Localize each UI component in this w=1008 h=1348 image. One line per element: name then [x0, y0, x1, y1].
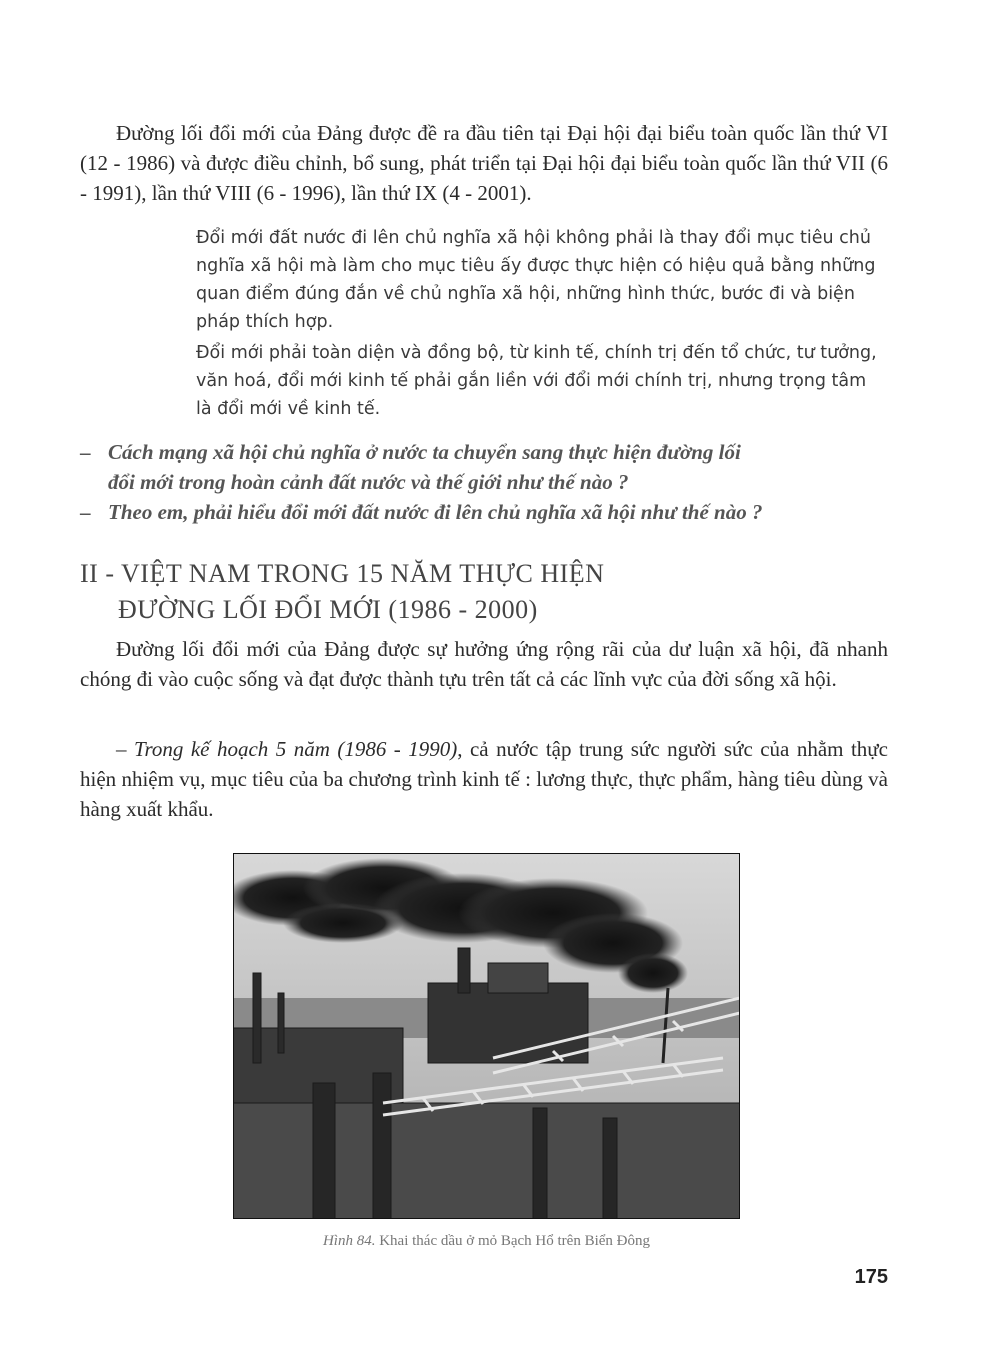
- intro-paragraph: Đường lối đổi mới của Đảng được đề ra đầu tiên tại Đại hội đại biểu toàn quốc lần thứ VI (12 - 1986) và được điều chỉnh, bổ sung, phát triển tại Đại hội đại biểu toàn quốc lần thứ VII (6 - 1991), lần thứ VIII (6 - 1996), lần thứ IX (4 - 2001).: [80, 121, 888, 205]
- quote-paragraph-2: Đổi mới phải toàn diện và đồng bộ, từ kinh tế, chính trị đến tổ chức, tư tưởng, văn hoá, đổi mới kinh tế phải gắn liền với đổi mới chính trị, nhưng trọng tâm là đổi mới về kinh tế.: [196, 343, 877, 419]
- oil-platform-illustration: [233, 853, 740, 1219]
- paragraph-3-italic: – Trong kế hoạch 5 năm (1986 - 1990): [116, 737, 458, 761]
- quote-block: [196, 224, 886, 426]
- figure-caption-text: Khai thác dầu ở mỏ Bạch Hổ trên Biển Đông: [375, 1233, 651, 1249]
- paragraph-2: Đường lối đổi mới của Đảng được sự hưởng ứng rộng rãi của dư luận xã hội, đã nhanh chóng đi vào cuộc sống và đạt được thành tựu trên tất cả các lĩnh vực của đời sống xã hội.: [80, 637, 888, 691]
- question-1-line-2: đổi mới trong hoàn cảnh đất nước và thế giới như thế nào ?: [108, 470, 629, 494]
- section-heading-line-1: II - VIỆT NAM TRONG 15 NĂM THỰC HIỆN: [80, 559, 605, 588]
- page-number: 175: [854, 1266, 888, 1288]
- question-1-line-1: Cách mạng xã hội chủ nghĩa ở nước ta chuyển sang thực hiện đường lối: [108, 440, 741, 464]
- section-heading: [80, 556, 900, 628]
- question-2-text: Theo em, phải hiểu đổi mới đất nước đi lên chủ nghĩa xã hội như thế nào ?: [108, 500, 763, 524]
- question-2: [80, 497, 890, 527]
- oil-platform-photo: [233, 853, 740, 1219]
- paragraph-3: [80, 734, 888, 824]
- quote-paragraph-1: Đổi mới đất nước đi lên chủ nghĩa xã hội không phải là thay đổi mục tiêu chủ nghĩa xã hội mà làm cho mục tiêu ấy được thực hiện có hiệu quả bằng những quan điểm đúng đắn về chủ nghĩa xã hội, những hình thức, bước đi và biện pháp thích hợp.: [196, 228, 876, 332]
- question-1: [80, 437, 890, 497]
- paragraph-3-text: , cả nước tập trung sức người sức của nhằm thực hiện nhiệm vụ, mục tiêu của ba chương trình kinh tế : lương thực, thực phẩm, hàng tiêu dùng và hàng xuất khẩu.: [80, 737, 888, 821]
- figure-label: Hình 84.: [322, 1233, 376, 1249]
- figure-caption: [233, 1233, 740, 1250]
- section-heading-line-2: ĐƯỜNG LỐI ĐỔI MỚI (1986 - 2000): [118, 595, 538, 624]
- question-dash: –: [80, 440, 91, 464]
- question-dash: –: [80, 500, 91, 524]
